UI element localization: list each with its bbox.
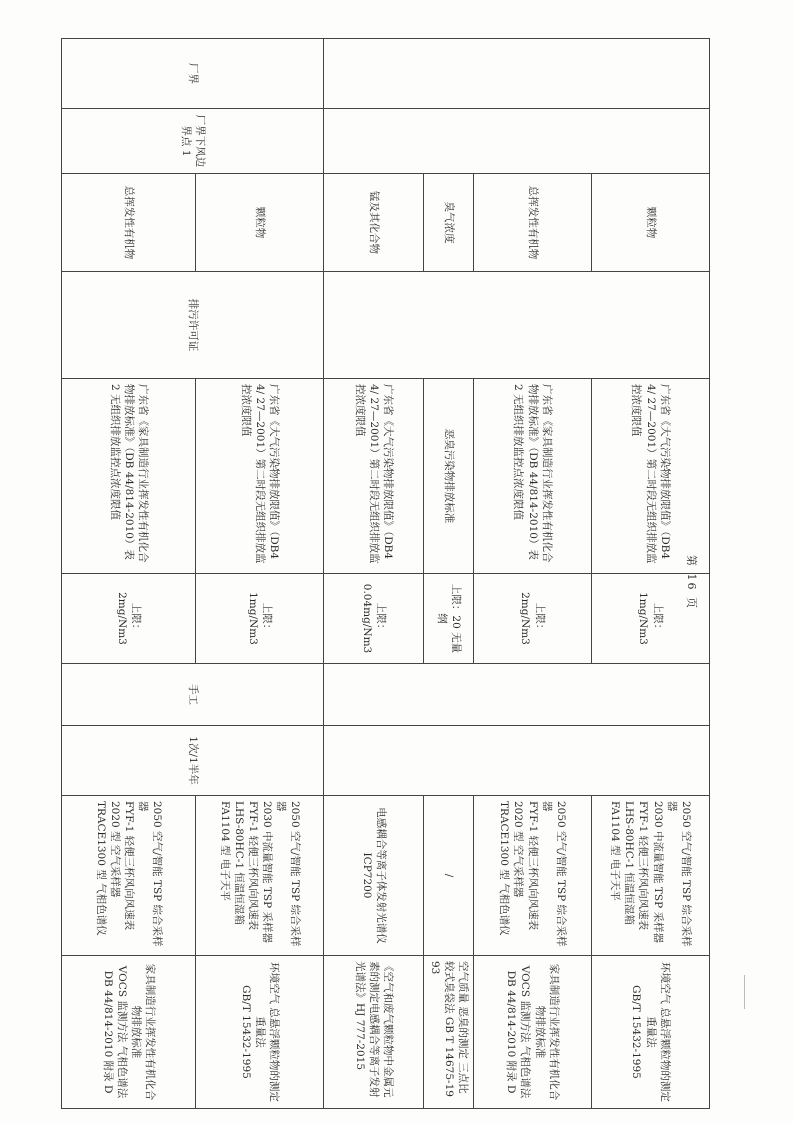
cell-instrument: 电感耦合等离子体发射光谱仪 ICP7200	[324, 796, 424, 956]
cell-limit: 上限： 2mg/Nm3	[62, 574, 196, 664]
scan-edge-mark	[744, 975, 745, 1009]
cell-method: 环境空气 总悬浮颗粒物的测定 重量法 GB/T 15432-1995	[196, 956, 324, 1109]
cell-point: 厂界下风边界点 1	[62, 109, 324, 174]
cell-freq: 1次/1半年	[62, 726, 324, 796]
cell-instrument: 2050 空气/智能 TSP 综合采样器 FYF-1 轻便三杯风向风速表 2020 型 空气采样器 TRACE1300 型 气相色谱仪	[474, 796, 592, 956]
cell-method: 家具制造行业挥发性有机化合物排放标准 VOCS 监测方法 气相色谱法 DB 44/814-2010 附录 D	[62, 956, 196, 1109]
cell-pollutant: 颗粒物	[592, 174, 710, 272]
cell-pollutant: 总挥发性有机物	[474, 174, 592, 272]
cell-method: 《空气和废气颗粒物中金属元素的测定电感耦合等离子发射光谱法》HJ 777-2015	[324, 956, 424, 1109]
cell-method: 家具制造行业挥发性有机化合物排放标准 VOCS 监测方法 气相色谱法 DB 44/814-2010 附录 D	[474, 956, 592, 1109]
cell-limit: 上限： 2mg/Nm3	[474, 574, 592, 664]
cell-method: 环境空气 总悬浮颗粒物的测定 重量法 GB/T 15432-1995	[592, 956, 710, 1109]
table-row	[324, 39, 424, 1109]
cell-standard: 广东省《家具制造行业挥发性有机化合物排放标准》（DB 44/814-2010）表 2 无组织排放监控点浓度限值	[474, 379, 592, 574]
cell-pollutant: 总挥发性有机物	[62, 174, 196, 272]
cell-pollutant: 颗粒物	[196, 174, 324, 272]
cell-location: 厂界	[62, 39, 324, 109]
cell-standard: 广东省《家具制造行业挥发性有机化合物排放标准》（DB 44/814-2010）表 2 无组织排放监控点浓度限值	[62, 379, 196, 574]
cell-standard: 恶臭污染物排放标准	[424, 379, 474, 574]
monitoring-table	[61, 38, 710, 1109]
cell-location-top	[324, 39, 710, 109]
cell-limit: 上限： 1mg/Nm3	[196, 574, 324, 664]
cell-basis: 排污许可证	[62, 272, 324, 379]
cell-limit: 上限： 0.04mg/Nm3	[324, 574, 424, 664]
cell-instrument: /	[424, 796, 474, 956]
table-row	[424, 39, 474, 1109]
cell-point-top	[324, 109, 710, 174]
table-row	[474, 39, 592, 1109]
cell-mode: 手工	[62, 664, 324, 726]
page-number: 第 16 页	[685, 555, 698, 610]
cell-basis-top	[324, 272, 710, 379]
cell-instrument: 2050 空气/智能 TSP 综合采样器 2030 中流量智能 TSP 采样器 FYF-1 轻便三杯风向风速表 LHS-80HC-1 恒温恒湿箱 FA1104 型 电子天平	[592, 796, 710, 956]
cell-freq-top	[324, 726, 710, 796]
cell-standard: 广东省《大气污染物排放限值》（DB44/ 27—2001）第二时段无组织排放监控浓度限值	[592, 379, 710, 574]
cell-mode-top	[324, 664, 710, 726]
rotated-table-sheet	[70, 38, 710, 1108]
table-row	[196, 39, 324, 1109]
cell-standard: 广东省《大气污染物排放限值》（DB44/ 27—2001）第二时段无组织排放监控浓度限值	[324, 379, 424, 574]
cell-pollutant: 锰及其化合物	[324, 174, 424, 272]
cell-standard: 广东省《大气污染物排放限值》（DB44/ 27—2001）第二时段无组织排放监控浓度限值	[196, 379, 324, 574]
cell-limit: 上限： 1mg/Nm3	[592, 574, 710, 664]
cell-pollutant: 臭气浓度	[424, 174, 474, 272]
cell-instrument: 2050 空气/智能 TSP 综合采样器 FYF-1 轻便三杯风向风速表 2020 型 空气采样器 TRACE1300 型 气相色谱仪	[62, 796, 196, 956]
cell-method: 空气质量 恶臭的测定 三点比较式臭袋法 GB T 14675-1993	[424, 956, 474, 1109]
table-row	[62, 39, 196, 1109]
cell-limit: 上限：20 无量纲	[424, 574, 474, 664]
cell-instrument: 2050 空气/智能 TSP 综合采样器 2030 中流量智能 TSP 采样器 FYF-1 轻便三杯风向风速表 LHS-80HC-1 恒温恒湿箱 FA1104 型 电子天平	[196, 796, 324, 956]
